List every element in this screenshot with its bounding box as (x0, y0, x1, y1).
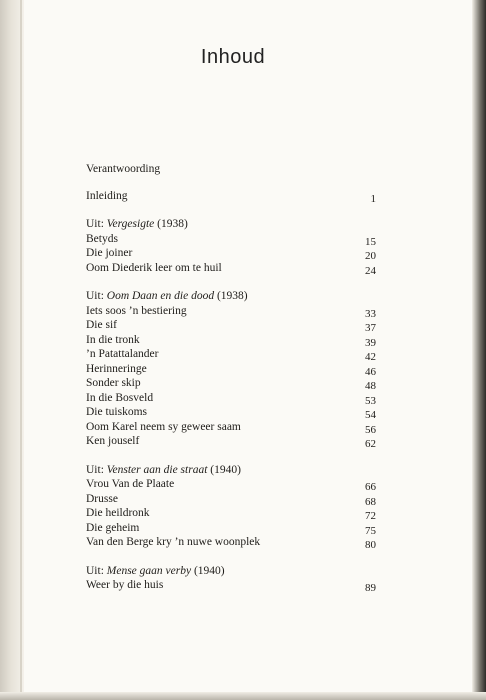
toc-entry (86, 535, 376, 550)
page-title: Inhoud (200, 46, 266, 68)
toc-entry (86, 162, 376, 177)
toc-entry (86, 246, 376, 261)
section-year: (1938) (214, 290, 248, 302)
section-heading (86, 463, 376, 478)
entry-title: Weer by die huis (86, 579, 164, 591)
toc-entry (86, 506, 376, 521)
entry-title: In die tronk (86, 333, 140, 346)
toc-entry (86, 362, 376, 377)
entry-page: 1 (370, 192, 376, 205)
entry-page: 15 (365, 235, 376, 248)
section-prefix: Uit: (86, 218, 107, 230)
entry-page: 46 (365, 365, 376, 378)
section-heading (86, 289, 376, 304)
section-prefix: Uit: (86, 564, 107, 577)
entry-page: 53 (365, 394, 376, 407)
entry-title: Vrou Van de Plaate (86, 478, 175, 490)
entry-page: 80 (365, 539, 376, 551)
page-bottom-edge (0, 692, 486, 700)
section-book-title: Vergesigte (106, 218, 155, 230)
toc-entry (86, 318, 376, 333)
entry-title: Oom Karel neem sy geweer saam (86, 420, 241, 433)
entry-page: 66 (365, 481, 376, 493)
entry-title: Die tuiskoms (86, 406, 148, 418)
section-book-title: Oom Daan en die dood (106, 290, 215, 302)
toc-entry (86, 420, 376, 435)
entry-page: 72 (365, 510, 376, 522)
toc-entry (86, 477, 376, 492)
toc-entry (86, 333, 376, 348)
toc-entry (86, 434, 376, 449)
entry-title: Inleiding (86, 189, 128, 202)
section-year: (1940) (207, 463, 241, 476)
toc-entry (86, 347, 376, 362)
entry-page: 68 (365, 495, 376, 508)
toc-entry (86, 376, 376, 391)
entry-page: 89 (365, 582, 376, 594)
entry-title: Drusse (86, 492, 118, 505)
section-year: (1938) (154, 218, 188, 230)
entry-title: Verantwoording (86, 163, 161, 175)
toc-entry (86, 521, 376, 536)
entry-title: In die Bosveld (86, 391, 154, 404)
section-prefix: Uit: (86, 463, 107, 476)
table-of-contents (86, 162, 376, 593)
toc-entry (86, 189, 376, 204)
entry-page: 54 (365, 409, 376, 421)
entry-title: Oom Diederik leer om te huil (86, 261, 222, 274)
page-right-edge-shadow (472, 0, 486, 700)
entry-page: 33 (365, 307, 376, 320)
entry-page: 20 (365, 250, 376, 262)
entry-title: Die joiner (86, 247, 133, 259)
toc-entry (86, 304, 376, 319)
section-book-title: Mense gaan verby (106, 564, 192, 577)
entry-title: Betyds (86, 232, 118, 245)
toc-entry (86, 405, 376, 420)
toc-entry (86, 578, 376, 593)
toc-entry (86, 492, 376, 507)
entry-page: 62 (365, 438, 376, 450)
entry-page: 37 (365, 322, 376, 334)
toc-entry (86, 391, 376, 406)
section-heading (86, 564, 376, 579)
section-heading (86, 217, 376, 232)
entry-title: Ken jouself (86, 435, 140, 447)
entry-page: 39 (365, 336, 376, 349)
section-year: (1940) (191, 564, 225, 577)
entry-page: 48 (365, 380, 376, 392)
section-prefix: Uit: (86, 290, 107, 302)
entry-title: Sonder skip (86, 377, 141, 389)
entry-title: Die heildronk (86, 507, 150, 519)
toc-entry (86, 232, 376, 247)
entry-title: Van den Berge kry ’n nuwe woonplek (86, 536, 261, 548)
entry-title: Die geheim (86, 521, 140, 534)
entry-page: 75 (365, 524, 376, 537)
entry-title: Die sif (86, 319, 117, 331)
entry-title: ’n Patattalander (86, 348, 159, 360)
entry-page: 56 (365, 423, 376, 436)
section-book-title: Venster aan die straat (106, 463, 208, 476)
toc-entry (86, 261, 376, 276)
entry-page: 24 (365, 264, 376, 277)
gutter-fold-line (20, 0, 22, 700)
entry-title: Herinneringe (86, 362, 147, 375)
entry-page: 42 (365, 351, 376, 363)
entry-title: Iets soos ’n bestiering (86, 304, 187, 317)
